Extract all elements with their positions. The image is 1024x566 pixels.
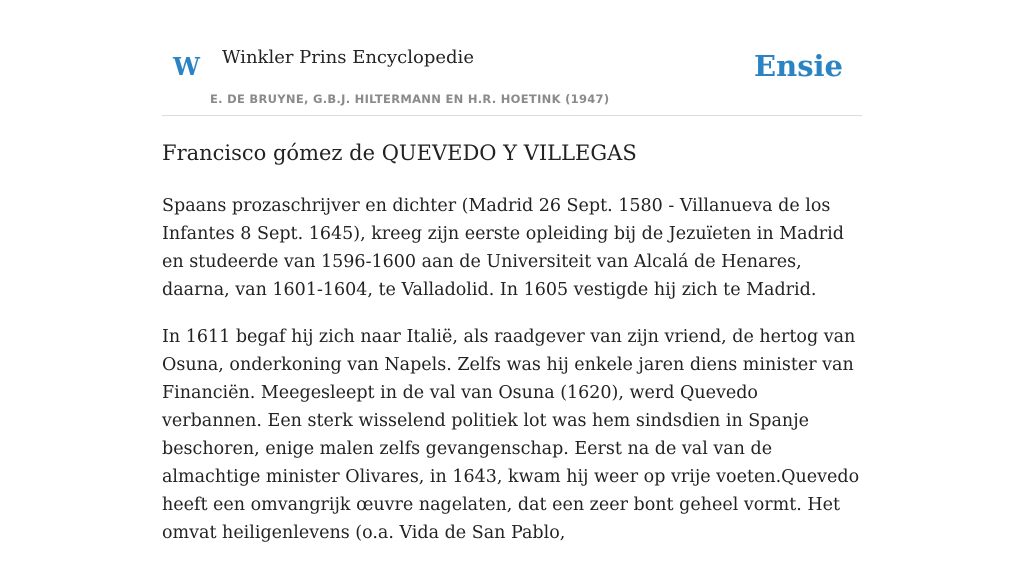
brand-logo[interactable]: Ensie: [754, 49, 843, 83]
article-paragraph: Spaans prozaschrijver en dichter (Madrid 26 Sept. 1580 - Villanueva de los Infantes 8 Sept. 1645), kreeg zijn eerste opleiding bij de Jezuïeten in Madrid en studeerde van 1596-1600 aan de Universiteit van Alcalá de Henares, daarna, van 1601-1604, te Valladolid. In 1605 vestigde hij zich te Madrid.: [162, 196, 844, 300]
source-authors: E. DE BRUYNE, G.B.J. HILTERMANN EN H.R. HOETINK (1947): [210, 92, 610, 106]
source-logo-icon: W: [173, 52, 200, 81]
article-paragraph: In 1611 begaf hij zich naar Italië, als raadgever van zijn vriend, de hertog van Osuna, onderkoning van Napels. Zelfs was hij enkele jaren diens minister van Financiën. Meegesleept in de val van Osuna (1620), werd Quevedo verbannen. Een sterk wisselend politiek lot was hem sindsdien in Spanje beschoren, enige malen zelfs gevangenschap. Eerst na de val van de almachtige minister Olivares, in 1643, kwam hij weer op vrije voeten.Quevedo heeft een omvangrijk œuvre nagelaten, dat een zeer bont geheel vormt. Het omvat heiligenlevens (o.a. Vida de San Pablo,: [162, 327, 860, 543]
source-title[interactable]: Winkler Prins Encyclopedie: [222, 47, 474, 68]
article-title: Francisco gómez de QUEVEDO Y VILLEGAS: [162, 141, 637, 165]
source-header: [162, 38, 862, 116]
article-body: [162, 192, 862, 566]
